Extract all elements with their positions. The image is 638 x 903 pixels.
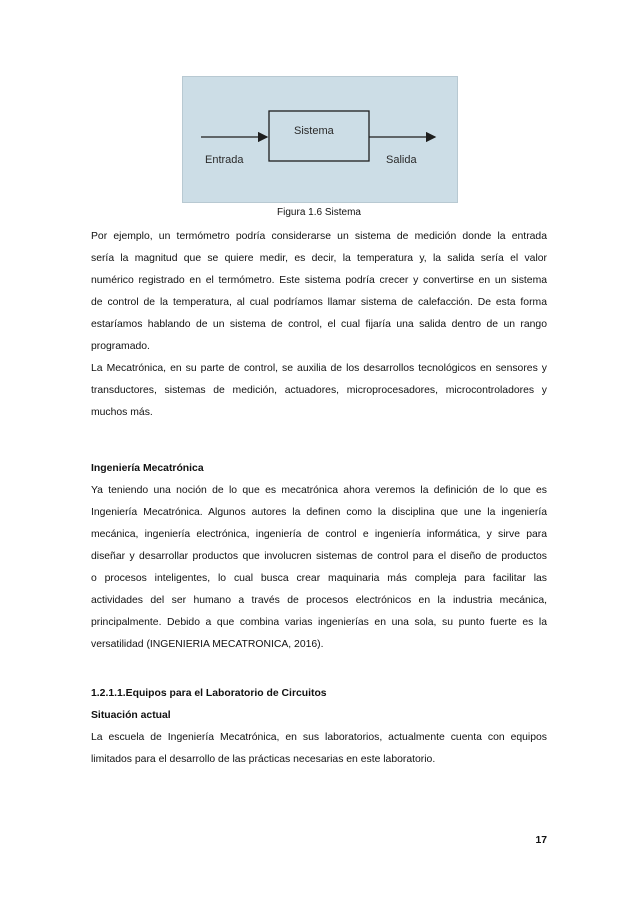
paragraph-line: diseñar y desarrollar productos que involucren sistemas de control para el diseño de productos — [91, 551, 547, 562]
paragraph-line: versatilidad (INGENIERIA MECATRONICA, 2016). — [91, 639, 324, 650]
paragraph-situacion — [91, 727, 547, 771]
paragraph-line: Ingeniería Mecatrónica. Algunos autores la definen como la disciplina que une la ingeniería — [91, 507, 547, 518]
heading-ingenieria-mecatronica: Ingeniería Mecatrónica — [91, 463, 204, 474]
paragraph-line: sería la magnitud que se quiere medir, es decir, la temperatura y, la salida sería el valor — [91, 253, 547, 264]
input-label: Entrada — [205, 154, 244, 166]
heading-situacion-actual: Situación actual — [91, 710, 171, 721]
paragraph-line: estaríamos hablando de un sistema de control, el cual fijaría una salida dentro de un rango — [91, 319, 547, 330]
system-diagram-figure — [182, 76, 458, 203]
paragraph-line: muchos más. — [91, 407, 153, 418]
system-box-label: Sistema — [294, 125, 334, 137]
paragraph-line: o procesos inteligentes, lo cual busca crear maquinaria más compleja para facilitar las — [91, 573, 547, 584]
paragraph-line: programado. — [91, 341, 150, 352]
paragraph-line: Ya teniendo una noción de lo que es mecatrónica ahora veremos la definición de lo que es — [91, 485, 547, 496]
heading-equipos-laboratorio: 1.2.1.1.Equipos para el Laboratorio de Circuitos — [91, 688, 327, 699]
paragraph-line: numérico registrado en el termómetro. Este sistema podría crecer y convertirse en un sistema — [91, 275, 547, 286]
paragraph-line: mecánica, ingeniería electrónica, ingeniería de control e ingeniería informática, y sirve para — [91, 529, 547, 540]
paragraph-line: actividades del ser humano a través de procesos electrónicos en la industria mecánica, — [91, 595, 547, 606]
system-block-diagram — [183, 77, 459, 204]
paragraph-line: limitados para el desarrollo de las prácticas necesarias en este laboratorio. — [91, 754, 436, 765]
paragraph-line: Por ejemplo, un termómetro podría considerarse un sistema de medición donde la entrada — [91, 231, 547, 242]
paragraph-1 — [91, 226, 547, 358]
paragraph-2 — [91, 358, 547, 424]
paragraph-line: La escuela de Ingeniería Mecatrónica, en sus laboratorios, actualmente cuenta con equipos — [91, 732, 547, 743]
output-label: Salida — [386, 154, 417, 166]
paragraph-line: de control de la temperatura, al cual podríamos llamar sistema de calefacción. De esta forma — [91, 297, 547, 308]
paragraph-line: transductores, sistemas de medición, actuadores, microprocesadores, microcontroladores y — [91, 385, 547, 396]
paragraph-ingenieria — [91, 480, 547, 656]
paragraph-line: principalmente. Debido a que combina varias ingenierías en una sola, su punto fuerte es la — [91, 617, 547, 628]
figure-caption: Figura 1.6 Sistema — [277, 207, 361, 218]
paragraph-line: La Mecatrónica, en su parte de control, se auxilia de los desarrollos tecnológicos en sensores y — [91, 363, 547, 374]
page-number: 17 — [535, 835, 547, 846]
